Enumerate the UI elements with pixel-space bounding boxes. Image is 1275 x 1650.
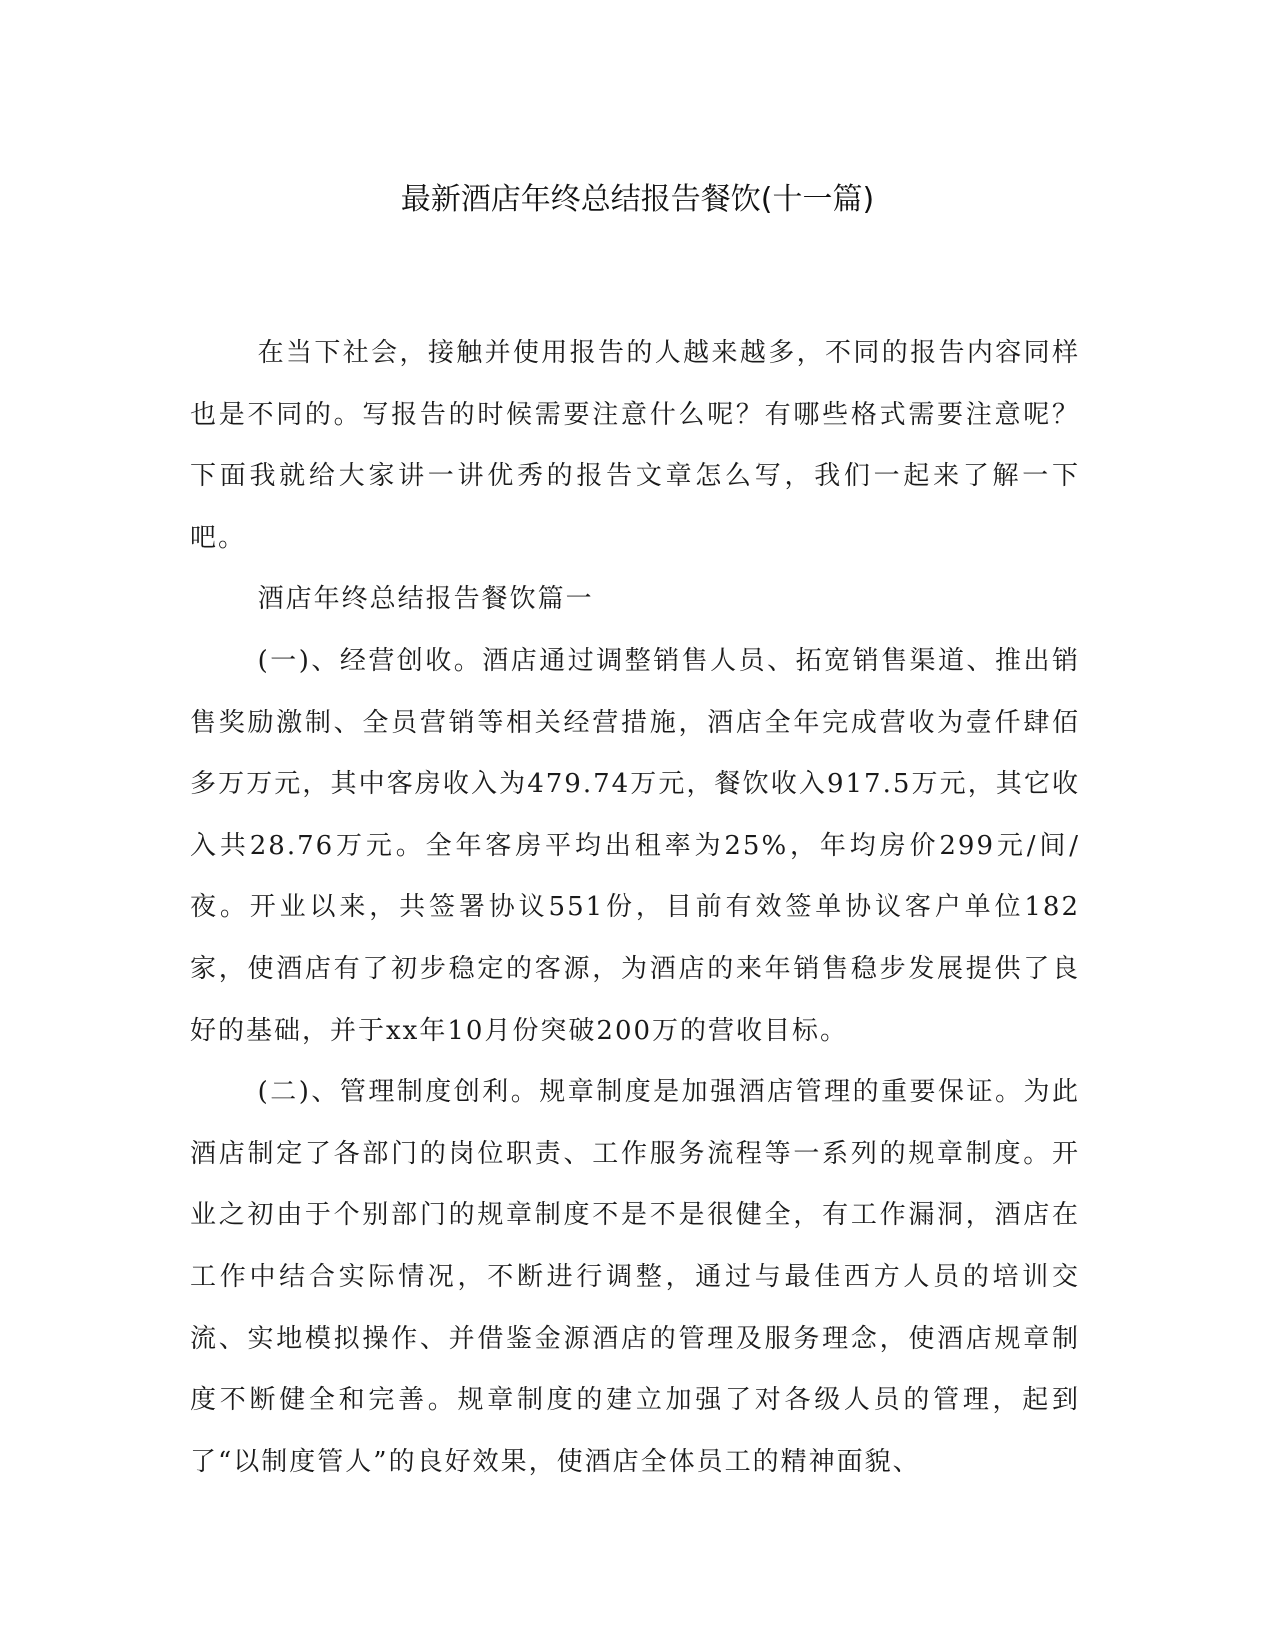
paragraph-management: (二)、管理制度创利。规章制度是加强酒店管理的重要保证。为此酒店制定了各部门的岗位职责、工作服务流程等一系列的规章制度。开业之初由于个别部门的规章制度不是不是很健全，有工作漏洞，酒店在工作中结合实际情况，不断进行调整，通过与最佳西方人员的培训交流、实地模拟操作、并借鉴金源酒店的管理及服务理念，使酒店规章制度不断健全和完善。规章制度的建立加强了对各级人员的管理，起到了“以制度管人”的良好效果，使酒店全体员工的精神面貌、 (190, 1077, 1080, 1477)
section-heading: 酒店年终总结报告餐饮篇一 (257, 584, 594, 615)
document-title: 最新酒店年终总结报告餐饮(十一篇) (400, 182, 875, 217)
intro-paragraph: 在当下社会，接触并使用报告的人越来越多，不同的报告内容同样也是不同的。写报告的时候需要注意什么呢？有哪些格式需要注意呢？下面我就给大家讲一讲优秀的报告文章怎么写，我们一起来了解一下吧。 (190, 338, 1080, 553)
paragraph-operations: (一)、经营创收。酒店通过调整销售人员、拓宽销售渠道、推出销售奖励激制、全员营销等相关经营措施，酒店全年完成营收为壹仟肆佰多万万元，其中客房收入为479.74万元，餐饮收入917.5万元，其它收入共28.76万元。全年客房平均出租率为25%，年均房价299元/间/夜。开业以来，共签署协议551份，目前有效签单协议客户单位182家，使酒店有了初步稳定的客源，为酒店的来年销售稳步发展提供了良好的基础，并于xx年10月份突破200万的营收目标。 (190, 645, 1080, 1046)
document-body (190, 323, 1080, 1493)
